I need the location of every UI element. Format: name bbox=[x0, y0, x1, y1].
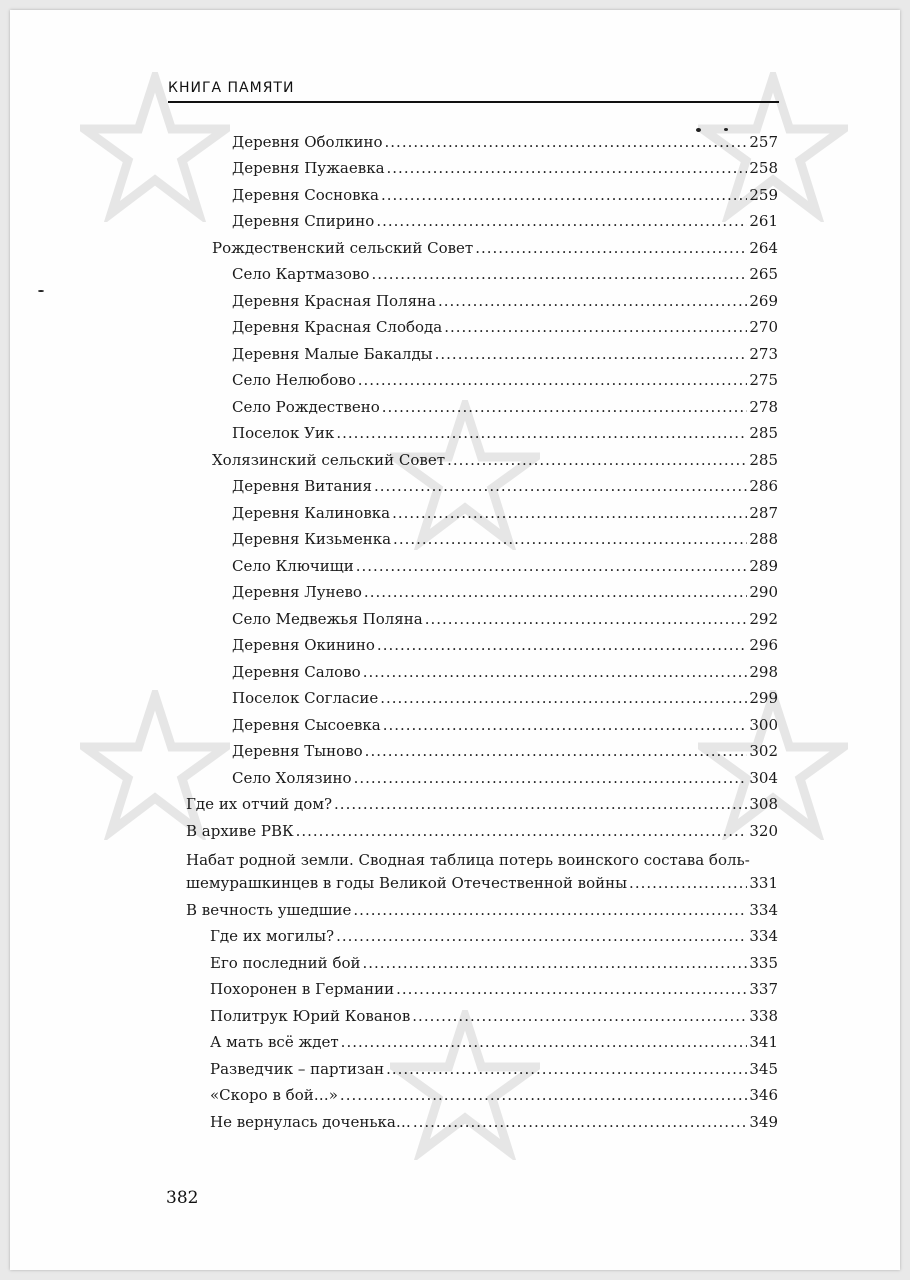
toc-entry-page: 270 bbox=[749, 318, 778, 336]
toc-entry bbox=[232, 663, 778, 689]
toc-leader bbox=[475, 239, 747, 257]
toc-entry bbox=[232, 159, 778, 185]
toc-entry bbox=[232, 212, 778, 238]
toc-entry-title: Похоронен в Германии bbox=[210, 980, 395, 998]
toc-entry-title: Деревня Сысоевка bbox=[232, 716, 381, 734]
toc-entry-page: 335 bbox=[749, 954, 778, 972]
toc-leader bbox=[435, 345, 748, 363]
toc-entry-title: В вечность ушедшие bbox=[186, 901, 352, 919]
toc-entry bbox=[232, 186, 778, 212]
toc-entry bbox=[210, 1113, 778, 1139]
toc-leader bbox=[336, 424, 747, 442]
toc-leader bbox=[340, 1086, 747, 1104]
toc-entry-page: 308 bbox=[749, 795, 778, 813]
toc-entry-page: 337 bbox=[749, 980, 778, 998]
toc-entry-page: 259 bbox=[749, 186, 778, 204]
toc-leader bbox=[629, 874, 747, 892]
toc-entry-page: 275 bbox=[749, 371, 778, 389]
toc-leader bbox=[412, 1007, 747, 1025]
toc-entry-title: Деревня Оболкино bbox=[232, 133, 383, 151]
toc-entry-title: «Скоро в бой…» bbox=[210, 1086, 338, 1104]
toc-leader bbox=[383, 716, 748, 734]
toc-entry-page: 285 bbox=[749, 451, 778, 469]
toc-entry-page: 334 bbox=[749, 901, 778, 919]
toc-entry-page: 298 bbox=[749, 663, 778, 681]
toc-entry bbox=[232, 636, 778, 662]
toc-entry bbox=[232, 398, 778, 424]
toc-entry-page: 302 bbox=[749, 742, 778, 760]
toc-leader bbox=[363, 954, 748, 972]
toc-leader bbox=[341, 1033, 748, 1051]
toc-entry-page: 345 bbox=[749, 1060, 778, 1078]
toc-leader bbox=[374, 477, 747, 495]
toc-leader bbox=[296, 822, 748, 840]
toc-entry bbox=[232, 689, 778, 715]
toc-entry-title: Где их могилы? bbox=[210, 927, 335, 945]
toc-entry-page: 299 bbox=[749, 689, 778, 707]
toc-chapter-entry bbox=[186, 795, 778, 821]
toc-entry bbox=[210, 1060, 778, 1086]
toc-entry-page: 331 bbox=[749, 874, 778, 892]
toc-entry-title: Поселок Уик bbox=[232, 424, 335, 442]
toc-entry-title: Деревня Пужаевка bbox=[232, 159, 385, 177]
toc-entry bbox=[210, 927, 778, 953]
toc-entry-page: 300 bbox=[749, 716, 778, 734]
toc-entry-title: Деревня Окинино bbox=[232, 636, 375, 654]
toc-entry-title: Политрук Юрий Кованов bbox=[210, 1007, 411, 1025]
header-rule bbox=[168, 101, 779, 103]
toc-leader bbox=[381, 186, 747, 204]
toc-entry bbox=[232, 504, 778, 530]
toc-leader bbox=[386, 1060, 747, 1078]
toc-entry-page: 264 bbox=[749, 239, 778, 257]
toc-entry-page: 269 bbox=[749, 292, 778, 310]
toc-entry bbox=[232, 133, 778, 159]
toc-entry-title: А мать всё ждет bbox=[210, 1033, 339, 1051]
toc-entry-page: 265 bbox=[749, 265, 778, 283]
toc-leader bbox=[371, 265, 747, 283]
toc-entry-page: 304 bbox=[749, 769, 778, 787]
toc-leader bbox=[380, 689, 747, 707]
toc-leader bbox=[444, 318, 747, 336]
toc-entry bbox=[232, 530, 778, 556]
toc-entry-title: Рождественский сельский Совет bbox=[212, 239, 474, 257]
toc-section-entry bbox=[212, 239, 778, 265]
toc-entry-title: Деревня Салово bbox=[232, 663, 361, 681]
toc-leader bbox=[413, 1113, 748, 1131]
toc-entry-title: Поселок Согласие bbox=[232, 689, 379, 707]
toc-entry-page: 273 bbox=[749, 345, 778, 363]
toc-entry-page: 289 bbox=[749, 557, 778, 575]
toc-chapter-entry bbox=[186, 874, 778, 900]
toc-entry-title: Его последний бой bbox=[210, 954, 361, 972]
toc-entry-title: Деревня Тыново bbox=[232, 742, 363, 760]
toc-entry bbox=[232, 265, 778, 291]
toc-entry bbox=[210, 980, 778, 1006]
toc-entry-page: 320 bbox=[749, 822, 778, 840]
toc-entry-page: 290 bbox=[749, 583, 778, 601]
toc-entry bbox=[232, 769, 778, 795]
toc-leader bbox=[385, 133, 748, 151]
toc-leader bbox=[425, 610, 748, 628]
toc-entry-page: 334 bbox=[749, 927, 778, 945]
toc-entry-title: Село Ключищи bbox=[232, 557, 354, 575]
toc-entry-page: 341 bbox=[749, 1033, 778, 1051]
toc-entry-page: 285 bbox=[749, 424, 778, 442]
toc-leader bbox=[396, 980, 747, 998]
toc-chapter-entry bbox=[186, 822, 778, 848]
toc-entry-title: Село Холязино bbox=[232, 769, 352, 787]
toc-leader bbox=[376, 212, 747, 230]
toc-entry-title: В архиве РВК bbox=[186, 822, 294, 840]
toc-entry-title: Деревня Красная Поляна bbox=[232, 292, 436, 310]
toc-entry-title: Деревня Красная Слобода bbox=[232, 318, 443, 336]
toc-leader bbox=[354, 769, 748, 787]
toc-entry bbox=[232, 318, 778, 344]
toc-leader bbox=[382, 398, 748, 416]
toc-leader bbox=[334, 795, 747, 813]
toc-leader bbox=[358, 371, 748, 389]
toc-entry-title: Деревня Спирино bbox=[232, 212, 375, 230]
scan-speck bbox=[724, 128, 728, 131]
toc-leader bbox=[353, 901, 747, 919]
toc-entry bbox=[232, 557, 778, 583]
toc-entry bbox=[210, 1086, 778, 1112]
toc-leader bbox=[365, 742, 748, 760]
toc-entry bbox=[232, 424, 778, 450]
page-number: 382 bbox=[166, 1188, 199, 1208]
toc-entry bbox=[210, 954, 778, 980]
toc-leader bbox=[387, 159, 748, 177]
toc-entry-title: Где их отчий дом? bbox=[186, 795, 333, 813]
toc-entry-title: Деревня Витания bbox=[232, 477, 372, 495]
toc-entry bbox=[232, 610, 778, 636]
toc-entry-page: 349 bbox=[749, 1113, 778, 1131]
toc-entry bbox=[232, 477, 778, 503]
toc-entry-page: 261 bbox=[749, 212, 778, 230]
toc-entry-title: Село Картмазово bbox=[232, 265, 370, 283]
toc-entry-title: Не вернулась доченька… bbox=[210, 1113, 411, 1131]
toc-leader bbox=[438, 292, 747, 310]
toc-entry-page: 287 bbox=[749, 504, 778, 522]
toc-entry bbox=[232, 583, 778, 609]
toc-entry-page: 288 bbox=[749, 530, 778, 548]
toc-entry-page: 346 bbox=[749, 1086, 778, 1104]
toc-entry-page: 292 bbox=[749, 610, 778, 628]
toc-entry bbox=[210, 1007, 778, 1033]
toc-entry-title: Село Медвежья Поляна bbox=[232, 610, 423, 628]
toc-entry-title: Деревня Малые Бакалды bbox=[232, 345, 433, 363]
toc-leader bbox=[447, 451, 747, 469]
toc-entry-page: 258 bbox=[749, 159, 778, 177]
toc-entry-title: шемурашкинцев в годы Великой Отечественной войны bbox=[186, 874, 628, 892]
toc-entry-title: Деревня Кизьменка bbox=[232, 530, 392, 548]
toc-section-entry bbox=[212, 451, 778, 477]
toc-entry-title: Холязинский сельский Совет bbox=[212, 451, 446, 469]
toc-entry bbox=[232, 345, 778, 371]
scan-speck bbox=[696, 128, 701, 132]
toc-leader bbox=[392, 504, 747, 522]
toc-entry-title: Деревня Лунево bbox=[232, 583, 362, 601]
toc-entry-page: 286 bbox=[749, 477, 778, 495]
toc-entry-title: Село Рождествено bbox=[232, 398, 380, 416]
toc-entry-title: Деревня Сосновка bbox=[232, 186, 379, 204]
toc-entry bbox=[232, 742, 778, 768]
toc-entry-page: 296 bbox=[749, 636, 778, 654]
toc-entry-first-line: Набат родной земли. Сводная таблица потерь воинского состава боль- bbox=[186, 851, 750, 869]
toc-entry bbox=[232, 292, 778, 318]
toc-entry-page: 278 bbox=[749, 398, 778, 416]
toc-entry bbox=[210, 1033, 778, 1059]
scan-speck bbox=[38, 290, 44, 292]
toc-leader bbox=[356, 557, 748, 575]
toc-entry bbox=[232, 371, 778, 397]
toc-entry-title: Село Нелюбово bbox=[232, 371, 356, 389]
running-head: КНИГА ПАМЯТИ bbox=[168, 80, 295, 96]
toc-leader bbox=[377, 636, 747, 654]
toc-entry-page: 257 bbox=[749, 133, 778, 151]
toc-chapter-entry bbox=[186, 901, 778, 927]
toc-leader bbox=[364, 583, 747, 601]
toc-entry bbox=[232, 716, 778, 742]
book-page bbox=[10, 10, 900, 1270]
toc-leader bbox=[393, 530, 747, 548]
toc-entry-title: Деревня Калиновка bbox=[232, 504, 391, 522]
toc-leader bbox=[363, 663, 748, 681]
toc-entry-title: Разведчик – партизан bbox=[210, 1060, 385, 1078]
toc-entry-page: 338 bbox=[749, 1007, 778, 1025]
toc-leader bbox=[336, 927, 747, 945]
